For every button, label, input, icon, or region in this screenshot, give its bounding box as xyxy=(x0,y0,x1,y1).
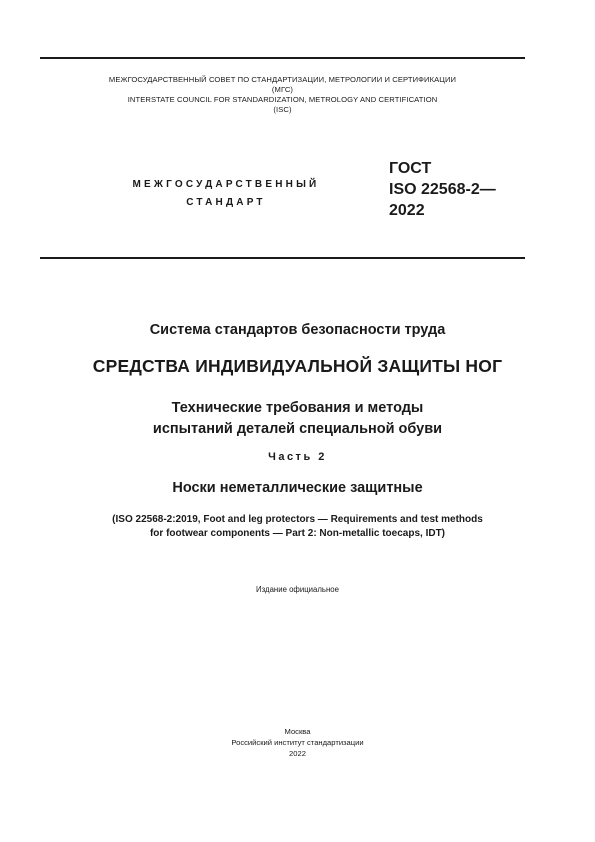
council-name-ru: МЕЖГОСУДАРСТВЕННЫЙ СОВЕТ ПО СТАНДАРТИЗАЦИИ, МЕТРОЛОГИИ И СЕРТИФИКАЦИИ xyxy=(108,75,457,84)
iso-reference-line2: for footwear components — Part 2: Non-metallic toecaps, IDT) xyxy=(149,528,446,539)
series-title: Система стандартов безопасности труда xyxy=(149,322,446,338)
footer-year: 2022 xyxy=(289,749,306,758)
standard-label xyxy=(110,176,342,212)
subtitle-line2: испытаний деталей специальной обуви xyxy=(152,421,443,437)
council-abbr-en: (ISC) xyxy=(273,105,292,114)
subtitle-line1: Технические требования и методы xyxy=(171,400,424,416)
designation-year: 2022 xyxy=(389,202,425,219)
council-abbr-ru: (МГС) xyxy=(271,85,294,94)
iso-reference-line1: (ISO 22568-2:2019, Foot and leg protectors — Requirements and test methods xyxy=(112,514,483,525)
designation-number: ISO 22568-2— xyxy=(389,181,496,198)
publication-footer xyxy=(30,726,565,759)
part-label: Часть 2 xyxy=(268,451,327,463)
standard-label-line1: МЕЖГОСУДАРСТВЕННЫЙ xyxy=(132,179,320,190)
top-rule xyxy=(40,57,525,59)
main-title: СРЕДСТВА ИНДИВИДУАЛЬНОЙ ЗАЩИТЫ НОГ xyxy=(92,356,503,376)
council-header xyxy=(40,75,525,115)
council-name-en: INTERSTATE COUNCIL FOR STANDARDIZATION, METROLOGY AND CERTIFICATION xyxy=(127,95,438,104)
standard-designation xyxy=(389,158,496,221)
edition-note: Издание официальное xyxy=(256,585,339,594)
middle-rule xyxy=(40,257,525,259)
footer-city: Москва xyxy=(284,727,311,736)
part-title: Носки неметаллические защитные xyxy=(172,480,423,496)
standard-label-line2: СТАНДАРТ xyxy=(186,197,266,208)
designation-gost: ГОСТ xyxy=(389,160,432,177)
footer-publisher: Российский институт стандартизации xyxy=(231,738,364,747)
subtitle xyxy=(30,398,565,440)
iso-reference xyxy=(30,513,565,541)
